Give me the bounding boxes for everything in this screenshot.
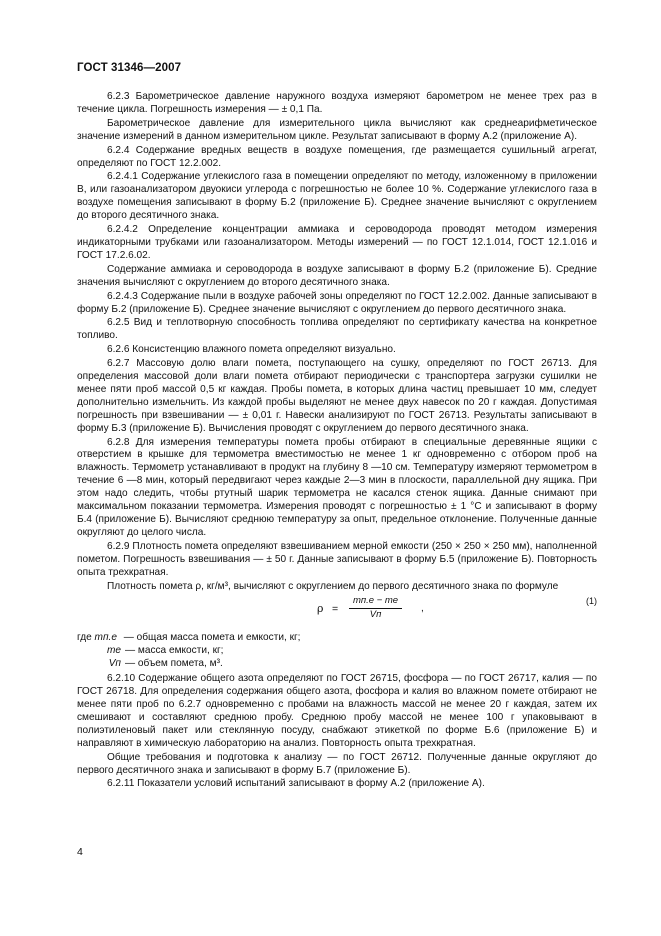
paragraph-6-2-9: 6.2.9 Плотность помета определяют взвешиванием мерной емкости (250 × 250 × 250 мм), наполненной пометом. Погрешность взвешивания — ± 50 г. Данные записывают в форму Б.5 (приложение Б). Повторность опыта трехкратная.: [77, 540, 597, 578]
paragraph: Общие требования и подготовка к анализу — по ГОСТ 26712. Полученные данные округляют до первого десятичного знака и записывают в форму Б.7 (приложение Б).: [77, 751, 597, 776]
document-header: ГОСТ 31346—2007: [77, 62, 182, 74]
paragraph-6-2-7: 6.2.7 Массовую долю влаги помета, поступающего на сушку, определяют по ГОСТ 26713. Для определения массовой доли влаги помета отбирают периодически с транспортера загрузки сушилки не менее пяти проб массой 0,5 кг каждая. Пробы помета, в которых длина частиц превышает 10 мм, следует дополнительно измельчить. Из каждой пробы выделяют не менее двух навесок по 20 г каждая. Допустимая погрешность при взвешивании — ± 0,01 г. Навески анализируют по ГОСТ 26713. Результаты записывают в форму Б.3 (приложение Б). Вычисления проводят с округлением до первого десятичного знака.: [77, 358, 597, 434]
legend-row: [77, 645, 597, 658]
paragraph: Содержание аммиака и сероводорода в воздухе записывают в форму Б.2 (приложение Б). Средние значения вычисляют с округлением до второго десятичного знака.: [77, 263, 597, 288]
density-intro: Плотность помета ρ, кг/м³, вычисляют с округлением до первого десятичного знака по формуле: [107, 580, 559, 592]
paragraph-6-2-6: 6.2.6 Консистенцию влажного помета определяют визуально.: [107, 344, 396, 356]
formula-comma: ,: [421, 603, 424, 615]
paragraph: Барометрическое давление для измерительного цикла вычисляют как среднеарифметическое значение измерений в данном измерительном цикле. Результат записывают в форму А.2 (приложение А).: [77, 117, 597, 142]
legend-row: [77, 658, 597, 671]
formula-fraction: [349, 595, 402, 622]
page-number: 4: [77, 846, 83, 858]
paragraph-6-2-3: 6.2.3 Барометрическое давление наружного воздуха измеряют барометром не менее трех раз в течение цикла. Погрешность измерения — ± 0,1 Па.: [77, 91, 597, 115]
formula-equals: =: [332, 603, 339, 616]
paragraph-6-2-4-3: 6.2.4.3 Содержание пыли в воздухе рабочей зоны определяют по ГОСТ 12.2.002. Данные записывают в форму Б.2 (приложение Б). Среднее значение вычисляют с округлением до первого десятичного знака.: [77, 290, 597, 315]
legend-symbol: mе: [106, 645, 121, 657]
legend-symbol: mп.е: [94, 632, 117, 644]
paragraph-6-2-4: 6.2.4 Содержание вредных веществ в воздухе помещения, где размещается сушильный агрегат, определяют по ГОСТ 12.2.002.: [77, 144, 597, 169]
formula-1: [77, 595, 597, 629]
document-body: [77, 91, 597, 792]
paragraph-6-2-8: 6.2.8 Для измерения температуры помета пробы отбирают в специальные деревянные ящики с отверстием в крышке для термометра вместимостью не менее 1 кг одновременно с отбором проб на влажность. Термометр устанавливают в продукт на глубину 8 —10 см. Температуру измеряют термометром в течение 6 —8 мин, который передвигают через каждые 2—3 мин в плоскости, параллельной дну ящика. При этом надо следить, чтобы ртутный шарик термометра не касался стенок ящика. Данные снимают при максимальном показании термометра. Измерения проводят с погрешностью ± 1 °С и записывают в форму Б.4 (приложение Б). Вычисляют среднюю температуру за опыт, предельное отклонение. Полученные данные округляют до целого числа.: [77, 436, 597, 538]
legend-symbol: Vп: [108, 658, 121, 670]
legend-text: — объем помета, м³.: [125, 658, 223, 670]
formula-denominator: Vп: [369, 609, 382, 621]
formula-number: (1): [586, 596, 597, 607]
formula-legend: [77, 632, 597, 671]
legend-row: [77, 632, 597, 645]
paragraph-6-2-4-1: 6.2.4.1 Содержание углекислого газа в помещении определяют по методу, изложенному в приложении В, или газоанализатором двуокиси углерода с погрешностью не более 10 %. Содержание углекислого газа в воздухе помещения записывают в форму Б.2 (приложение Б). Среднее значение вычисляют с округлением до второго десятичного знака.: [77, 171, 597, 222]
formula-numerator: mп.е − mе: [349, 595, 402, 609]
paragraph-6-2-11: 6.2.11 Показатели условий испытаний записывают в форму А.2 (приложение А).: [107, 778, 485, 790]
legend-text: — общая масса помета и емкости, кг;: [123, 632, 301, 644]
legend-text: — масса емкости, кг;: [125, 645, 224, 657]
paragraph-6-2-5: 6.2.5 Вид и теплотворную способность топлива определяют по сертификату качества на конкретное топливо.: [77, 317, 597, 342]
paragraph-6-2-4-2: 6.2.4.2 Определение концентрации аммиака и сероводорода проводят методом измерения индикаторными трубками или газоанализатором. Методы измерений — по ГОСТ 12.1.014, ГОСТ 12.1.016 и ГОСТ 17.2.6.02.: [77, 224, 597, 261]
paragraph-6-2-10: 6.2.10 Содержание общего азота определяют по ГОСТ 26715, фосфора — по ГОСТ 26717, калия — по ГОСТ 26718. Для определения содержания общего азота, фосфора и калия во влажном помете отбирают не менее пяти проб по 6.2.7 одновременно с пробами на влажность массой не менее 20 г каждая, затем их смешивают и составляют среднюю пробу. Среднюю пробу массой не менее 100 г упаковывают в полиэтиленовый пакет или стеклянную посуду, снабжают этикеткой по форме Б.6 (приложение Б) и направляют в химическую лабораторию на анализ. Повторность опыта трехкратная.: [77, 673, 597, 749]
formula-lhs: ρ: [317, 602, 324, 616]
legend-prefix: где: [77, 632, 92, 644]
